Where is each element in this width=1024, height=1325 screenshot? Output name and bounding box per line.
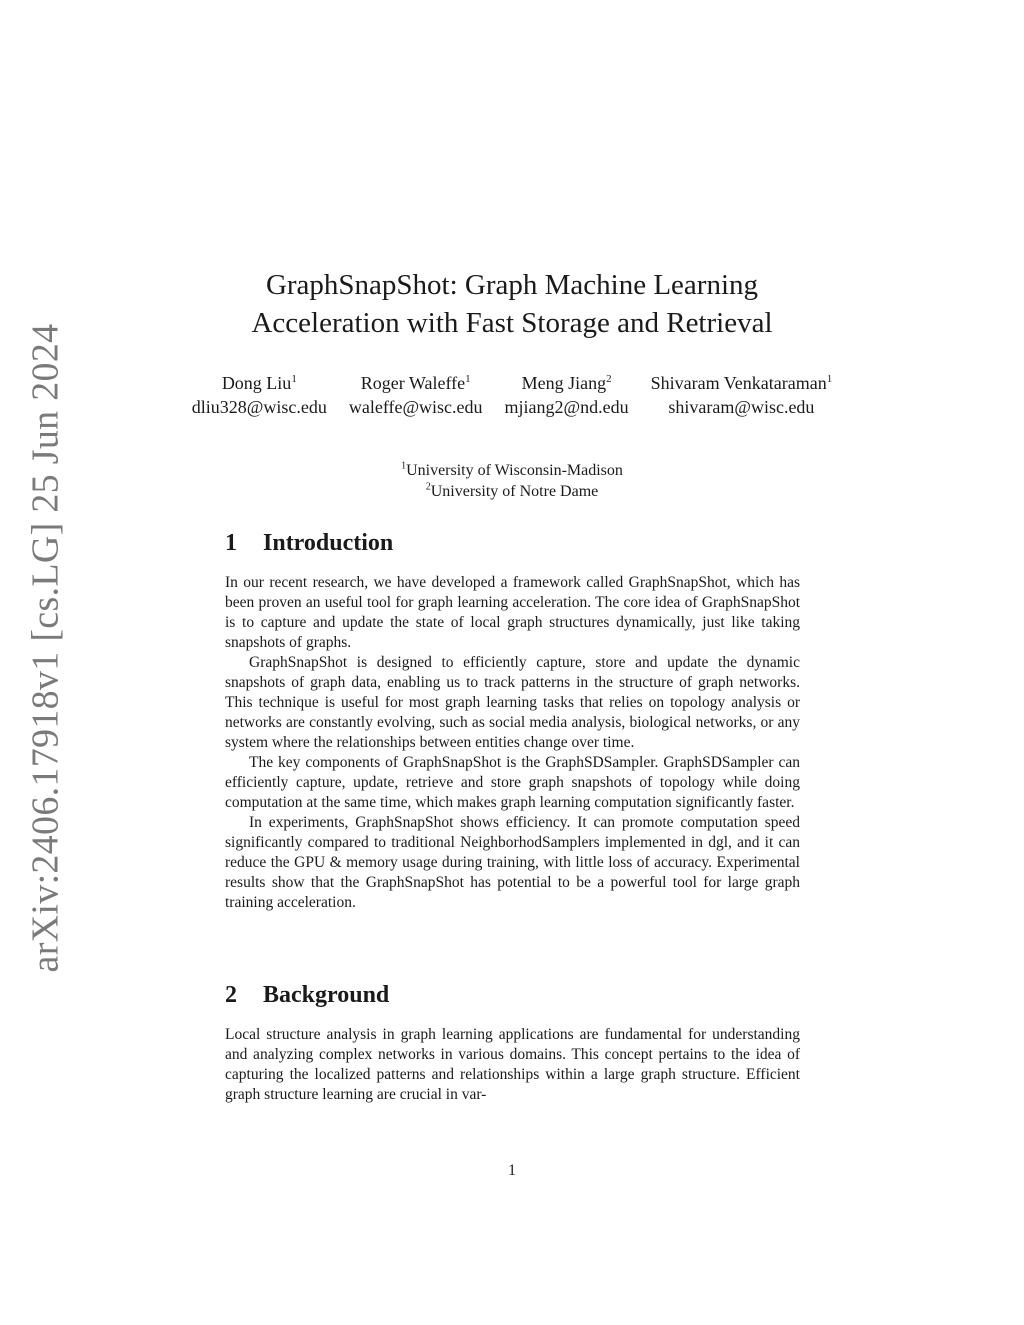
paragraph: The key components of GraphSnapShot is the GraphSDSampler. GraphSDSampler can efficiently capture, update, retrieve and store graph snapshots of topology while doing computation at the same time, which makes graph learning computation significantly faster.	[225, 754, 800, 811]
author-name: Roger Waleffe	[360, 373, 466, 393]
title-line-2: Acceleration with Fast Storage and Retrieval	[251, 307, 773, 339]
author-list	[0, 371, 1024, 419]
page-number: 1	[508, 1162, 516, 1179]
author-block	[505, 371, 629, 419]
section-heading-background	[225, 982, 389, 1009]
section-title: Background	[263, 982, 390, 1008]
affiliation-item	[0, 481, 1024, 502]
author-affiliation-mark: 1	[826, 373, 833, 385]
section-title: Introduction	[263, 530, 394, 556]
author-email: shivaram@wisc.edu	[668, 397, 815, 417]
affiliation-name: University of Wisconsin-Madison	[406, 462, 623, 479]
arxiv-identifier-stamp	[20, 323, 70, 972]
background-body	[225, 1025, 800, 1105]
author-block	[349, 371, 483, 419]
section-heading-introduction	[225, 530, 393, 557]
author-affiliation-mark: 1	[291, 373, 297, 385]
author-block	[192, 371, 327, 419]
author-name: Shivaram Venkataraman	[650, 373, 827, 393]
arxiv-identifier-text: arXiv:2406.17918v1 [cs.LG] 25 Jun 2024	[24, 323, 67, 972]
affiliation-mark: 1	[401, 460, 407, 472]
introduction-body	[225, 573, 800, 913]
affiliation-list	[0, 460, 1024, 502]
affiliation-name: University of Notre Dame	[430, 483, 599, 500]
section-number: 2	[225, 982, 237, 1008]
section-number: 1	[225, 530, 237, 556]
affiliation-item	[0, 460, 1024, 481]
paragraph: Local structure analysis in graph learning applications are fundamental for understanding and analyzing complex networks in various domains. This concept pertains to the idea of capturing the localized patterns and relationships within a large graph structure. Efficient graph structure learning are crucial in var-	[225, 1026, 800, 1103]
paragraph: In experiments, GraphSnapShot shows efficiency. It can promote computation speed significantly compared to traditional NeighborhodSamplers implemented in dgl, and it can reduce the GPU & memory usage during training, with little loss of accuracy. Experimental results show that the GraphSnapShot has potential to be a powerful tool for large graph training acceleration.	[225, 814, 800, 911]
paper-title	[0, 266, 1024, 342]
author-name: Meng Jiang	[521, 373, 607, 393]
author-block	[651, 371, 833, 419]
author-affiliation-mark: 2	[606, 373, 612, 385]
author-affiliation-mark: 1	[465, 373, 471, 385]
author-email: waleffe@wisc.edu	[348, 397, 483, 417]
author-name: Dong Liu	[221, 373, 292, 393]
author-email: dliu328@wisc.edu	[191, 397, 327, 417]
paragraph: In our recent research, we have developed a framework called GraphSnapShot, which has been proven an useful tool for graph learning acceleration. The core idea of GraphSnapShot is to capture and update the state of local graph structures dynamically, just like taking snapshots of graphs.	[225, 574, 800, 651]
paragraph: GraphSnapShot is designed to efficiently capture, store and update the dynamic snapshots of graph data, enabling us to track patterns in the structure of graph networks. This technique is useful for most graph learning tasks that relies on topology analysis or networks are constantly evolving, such as social media analysis, biological networks, or any system where the relationships between entities change over time.	[225, 654, 800, 751]
author-email: mjiang2@nd.edu	[504, 397, 629, 417]
affiliation-mark: 2	[425, 481, 431, 493]
title-line-1: GraphSnapShot: Graph Machine Learning	[265, 269, 759, 301]
